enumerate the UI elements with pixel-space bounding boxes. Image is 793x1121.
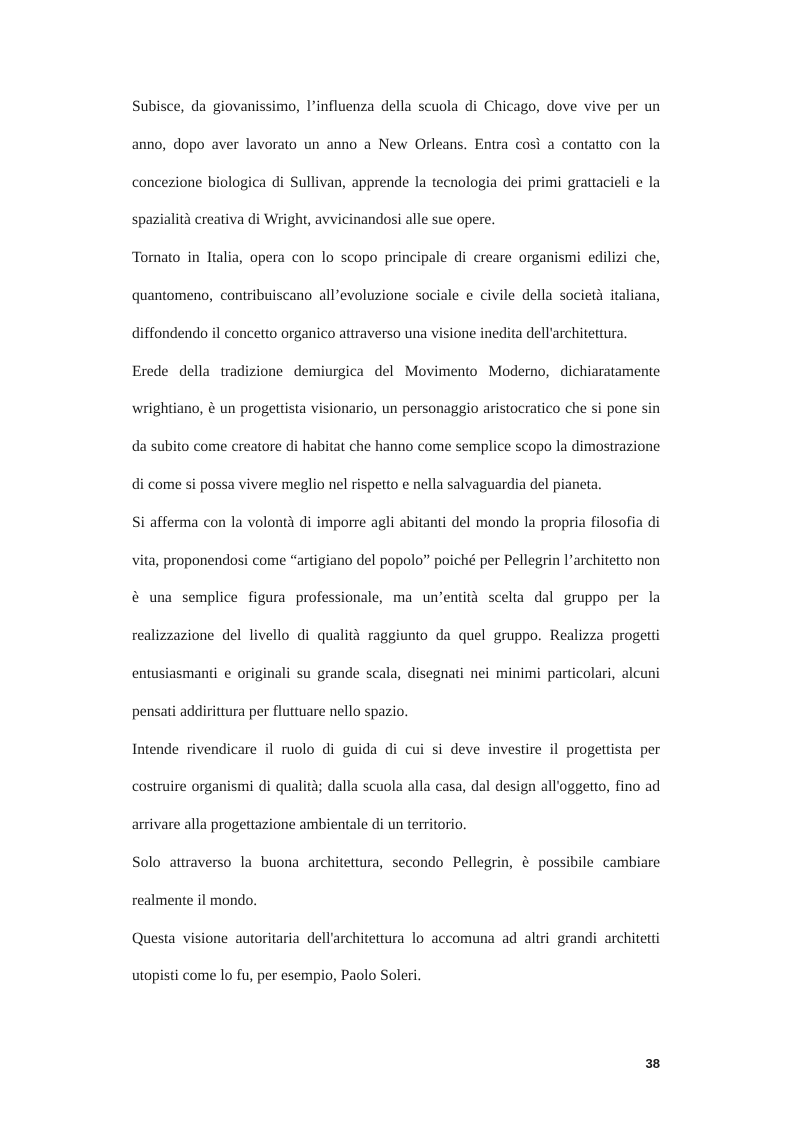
paragraph-5: Intende rivendicare il ruolo di guida di cui si deve investire il progettista per costruire organismi di qualità; dalla scuola alla casa, dal design all'oggetto, fino ad arrivare alla progettazione ambientale di un territorio. xyxy=(132,740,660,834)
paragraph-4: Si afferma con la volontà di imporre agli abitanti del mondo la propria filosofia di vita, proponendosi come “artigiano del popolo” poiché per Pellegrin l’architetto non è una semplice figura professionale, ma un’entità scelta dal gruppo per la realizzazione del livello di qualità raggiunto da quel gruppo. Realizza progetti entusiasmanti e originali su grande scala, disegnati nei minimi particolari, alcuni pensati addirittura per fluttuare nello spazio. xyxy=(132,513,660,720)
paragraph-7: Questa visione autoritaria dell'architettura lo accomuna ad altri grandi architetti utopisti come lo fu, per esempio, Paolo Soleri. xyxy=(132,929,660,985)
body-text xyxy=(132,88,660,995)
paragraph-6: Solo attraverso la buona architettura, secondo Pellegrin, è possibile cambiare realmente il mondo. xyxy=(132,853,660,909)
paragraph-2: Tornato in Italia, opera con lo scopo principale di creare organismi edilizi che, quantomeno, contribuiscano all’evoluzione sociale e civile della società italiana, diffondendo il concetto organico attraverso una visione inedita dell'architettura. xyxy=(132,249,660,342)
paragraph-3: Erede della tradizione demiurgica del Movimento Moderno, dichiaratamente wrightiano, è un progettista visionario, un personaggio aristocratico che si pone sin da subito come creatore di habitat che hanno come semplice scopo la dimostrazione di come si possa vivere meglio nel rispetto e nella salvaguardia del pianeta. xyxy=(132,362,660,493)
page-number: 38 xyxy=(645,1056,660,1071)
paragraph-1: Subisce, da giovanissimo, l’influenza della scuola di Chicago, dove vive per un anno, dopo aver lavorato un anno a New Orleans. Entra così a contatto con la concezione biologica di Sullivan, apprende la tecnologia dei primi grattacieli e la spazialità creativa di Wright, avvicinandosi alle sue opere. xyxy=(132,98,660,229)
